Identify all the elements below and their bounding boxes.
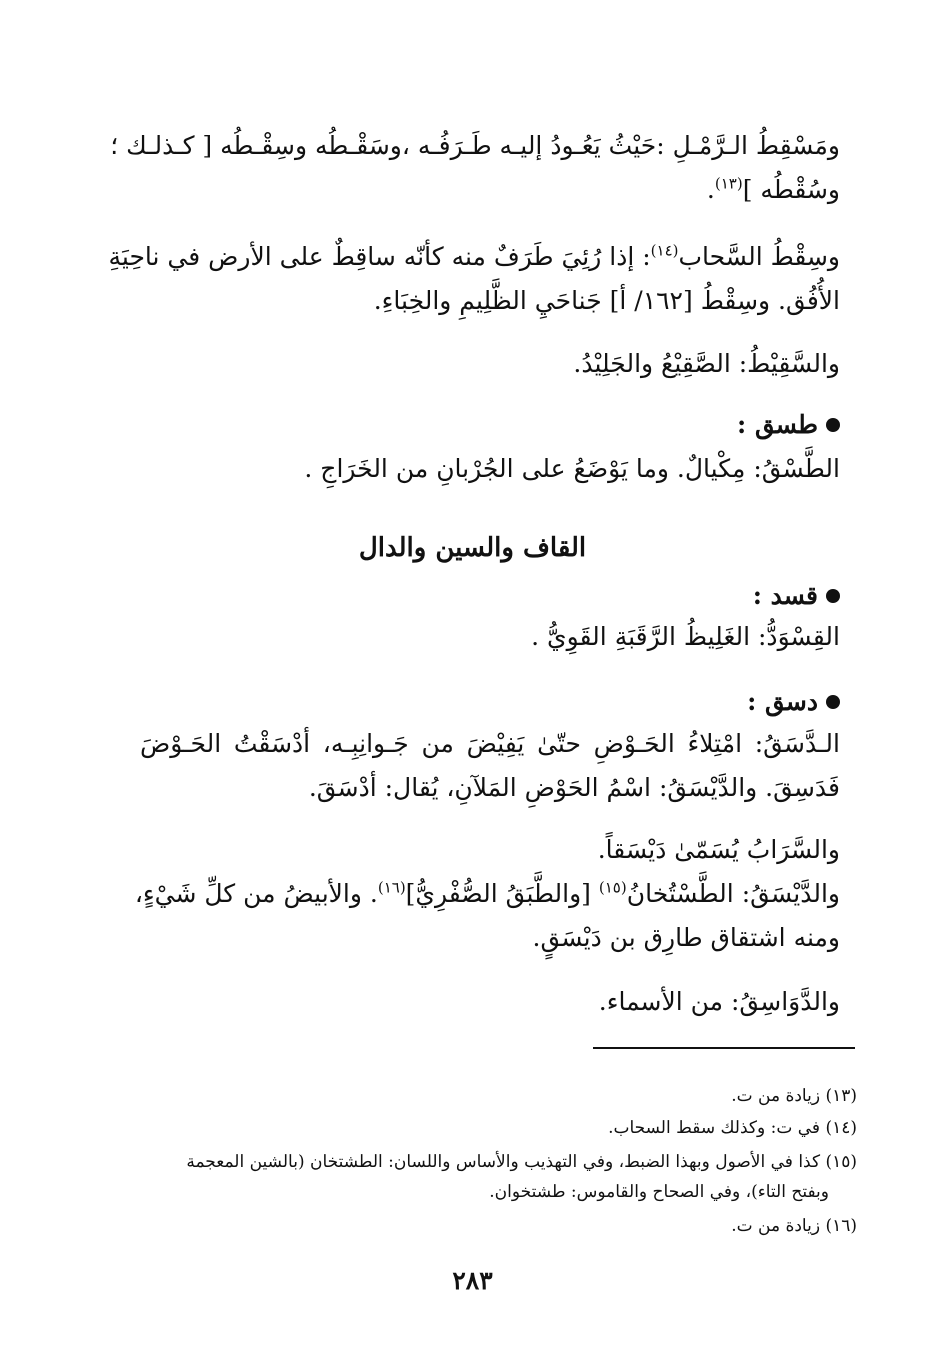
- line: الأُفُق. وسِقْطُ [١٦٢/ أ] جَناحَيِ الظَّلِيمِ والخِبَاءِ.: [373, 286, 840, 315]
- heading-text: قسد :: [752, 581, 818, 610]
- page-number: ٢٨٣: [452, 1266, 493, 1295]
- heading-text: طسق :: [737, 410, 818, 439]
- line: والسَّرَابُ يُسَمّىٰ دَيْسَقاً.: [597, 835, 840, 864]
- paragraph-qiswad: [140, 615, 840, 659]
- line: الطَّسْقُ: مِكْيالٌ. وما يَوْضَعُ على الجُرْبانِ من الخَرَاجِ .: [304, 454, 840, 483]
- footnote-ref: (١٤): [650, 241, 679, 260]
- line: [140, 168, 840, 212]
- footnote-15: [132, 1147, 857, 1207]
- text: وسِقْطُ السَّحاب: [678, 242, 840, 271]
- line: القِسْوَدُّ: الغَلِيظُ الرَّقَبَةِ القَوِيُّ .: [531, 622, 840, 651]
- footnote-ref: (١٦): [377, 878, 406, 897]
- paragraph-dasaq: [140, 722, 840, 810]
- footnote-14: (١٤) في ت: وكذلك سقط السحاب.: [608, 1118, 857, 1138]
- footnote-divider: [593, 1047, 855, 1049]
- bullet-icon: [826, 695, 840, 709]
- paragraph-masqit: [110, 124, 840, 212]
- line: الـدَّسَقُ: امْتِلاءُ الحَـوْضِ حتّىٰ يَفِيْضَ من جَـوانِبِـه، أدْسَقْتُ الحَـوْضَ: [140, 729, 840, 758]
- line: ومَسْقِطُ الـرَّمْـلِ :حَيْثُ يَعُـودُ إليـه طَـرَفُـه ،وسَقْـطُه وسِقْـطُه [ كـذلـك ؛: [110, 131, 840, 160]
- paragraph-daysaq: [134, 872, 840, 960]
- footnote-line: (١٥) كذا في الأصول وبهذا الضبط، وفي التهذيب والأساس واللسان: الطشتخان (بالشين المعجمة: [186, 1152, 857, 1172]
- entry-heading-qasad: [140, 576, 840, 616]
- text: .: [706, 175, 715, 204]
- text: وسُقْطُه ]: [742, 175, 840, 204]
- footnote-ref: (١٣): [714, 174, 743, 193]
- paragraph-sarab: [140, 828, 840, 872]
- section-title: القاف والسين والدال: [358, 533, 587, 563]
- paragraph-dawasiq: [140, 980, 840, 1024]
- paragraph-tasq: [140, 447, 840, 491]
- line: ومنه اشتقاق طارِق بن دَيْسَقٍ.: [532, 923, 840, 952]
- line: فَدَسِقَ. والدَّيْسَقُ: اسْمُ الحَوْضِ المَلآنِ، يُقال: أدْسَقَ.: [308, 773, 840, 802]
- footnote-line: وبفتح التاء)، وفي الصحاح والقاموس: طشتخوان.: [489, 1182, 829, 1202]
- line: [134, 872, 840, 916]
- bullet-icon: [826, 589, 840, 603]
- bullet-icon: [826, 418, 840, 432]
- line: والدَّوَاسِقُ: من الأسماء.: [598, 987, 840, 1016]
- line: والسَّقِيْطُ: الصَّقِيْعُ والجَلِيْدُ.: [573, 349, 840, 378]
- heading-text: دسق :: [747, 687, 818, 716]
- text: والدَّيْسَقُ: الطَّسْتُخانُ: [626, 879, 840, 908]
- paragraph-saqit: [140, 342, 840, 386]
- text: : إذا رُئِيَ طَرَفٌ منه كأنّه ساقِطٌ على الأرض في ناحِيَةِ: [108, 242, 651, 271]
- text: [والطَّبَقُ الصُّفْرِيُّ]: [405, 879, 599, 908]
- footnote-13: (١٣) زيادة من ت.: [731, 1086, 857, 1106]
- footnote-16: (١٦) زيادة من ت.: [731, 1216, 857, 1236]
- entry-heading-dasaq: [140, 682, 840, 722]
- line: [108, 235, 840, 279]
- entry-heading-tasq: [140, 405, 840, 445]
- paragraph-siqt-sahab: [108, 235, 840, 323]
- footnote-ref: (١٥): [598, 878, 627, 897]
- text: . والأبيضُ من كلِّ شَيْءٍ،: [134, 879, 378, 908]
